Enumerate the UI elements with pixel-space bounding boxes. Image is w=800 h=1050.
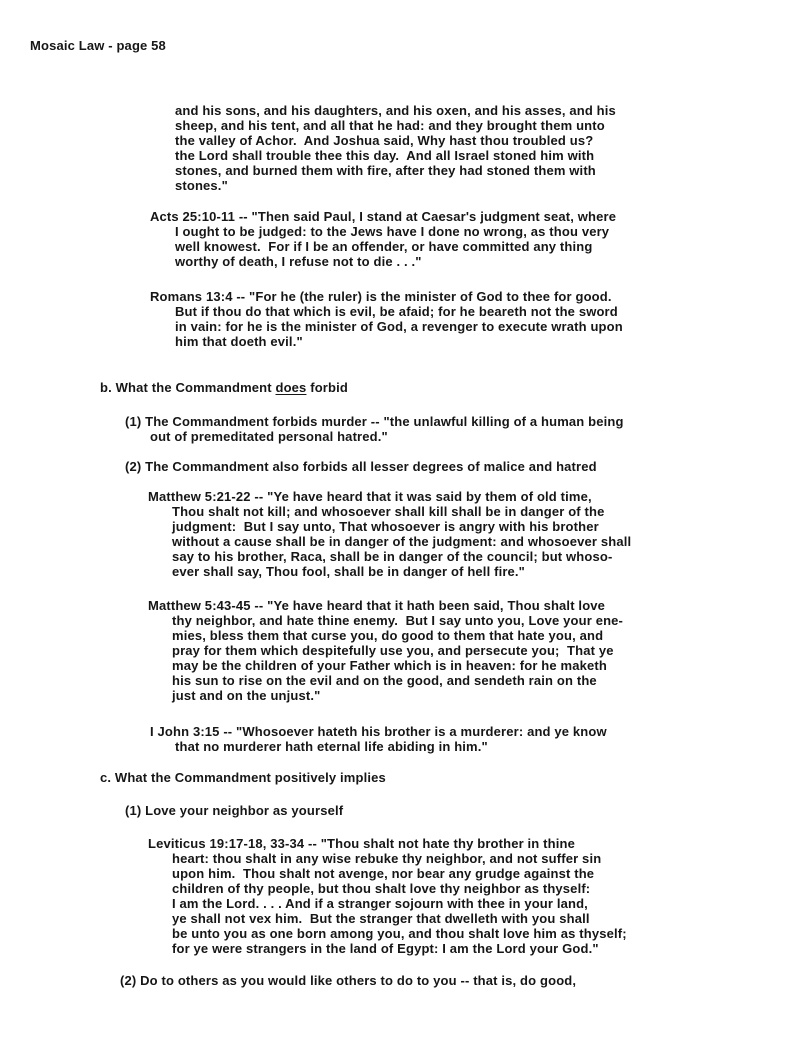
matthew-5-43-line: pray for them which despitefully use you, and persecute you; That ye <box>172 643 614 658</box>
romans-citation-line: in vain: for he is the minister of God, a revenger to execute wrath upon <box>175 319 623 334</box>
section-b-heading <box>100 380 348 395</box>
romans-citation-line: him that doeth evil." <box>175 334 303 349</box>
acts-citation-line: Acts 25:10-11 -- "Then said Paul, I stand at Caesar's judgment seat, where <box>150 209 617 224</box>
point-b1-line: out of premeditated personal hatred." <box>150 429 388 444</box>
leviticus-citation-line: for ye were strangers in the land of Egypt: I am the Lord your God." <box>172 941 599 956</box>
matthew-5-43-line: Matthew 5:43-45 -- "Ye have heard that it hath been said, Thou shalt love <box>148 598 606 613</box>
joshua-quote-line: the Lord shall trouble thee this day. And all Israel stoned him with <box>175 148 595 163</box>
section-b-prefix: b. What the Commandment <box>100 380 276 395</box>
leviticus-citation-line: upon him. Thou shalt not avenge, nor bear any grudge against the <box>172 866 595 881</box>
point-c1-line: (1) Love your neighbor as yourself <box>125 803 344 818</box>
leviticus-citation-line: Leviticus 19:17-18, 33-34 -- "Thou shalt not hate thy brother in thine <box>148 836 575 851</box>
matthew-5-43-line: thy neighbor, and hate thine enemy. But I say unto you, Love your ene- <box>172 613 624 628</box>
leviticus-citation-line: I am the Lord. . . . And if a stranger sojourn with thee in your land, <box>172 896 588 911</box>
matthew-5-21-line: Thou shalt not kill; and whosoever shall kill shall be in danger of the <box>172 504 605 519</box>
matthew-5-21-line: judgment: But I say unto, That whosoever is angry with his brother <box>172 519 599 534</box>
joshua-quote-line: sheep, and his tent, and all that he had: and they brought them unto <box>175 118 605 133</box>
matthew-5-21-line: Matthew 5:21-22 -- "Ye have heard that it was said by them of old time, <box>148 489 592 504</box>
section-c-heading: c. What the Commandment positively implies <box>100 770 386 785</box>
matthew-5-21-line: without a cause shall be in danger of the judgment: and whosoever shall <box>172 534 632 549</box>
matthew-5-21-line: ever shall say, Thou fool, shall be in danger of hell fire." <box>172 564 525 579</box>
john-citation-line: I John 3:15 -- "Whosoever hateth his brother is a murderer: and ye know <box>150 724 607 739</box>
point-b1-line: (1) The Commandment forbids murder -- "the unlawful killing of a human being <box>125 414 624 429</box>
matthew-5-43-line: his sun to rise on the evil and on the good, and sendeth rain on the <box>172 673 597 688</box>
matthew-5-21-line: say to his brother, Raca, shall be in danger of the council; but whoso- <box>172 549 613 564</box>
leviticus-citation-line: children of thy people, but thou shalt love thy neighbor as thyself: <box>172 881 591 896</box>
joshua-quote-line: stones." <box>175 178 228 193</box>
page-header: Mosaic Law - page 58 <box>30 38 166 53</box>
joshua-quote-line: stones, and burned them with fire, after they had stoned them with <box>175 163 596 178</box>
point-c2-line: (2) Do to others as you would like others to do to you -- that is, do good, <box>120 973 577 988</box>
matthew-5-43-line: may be the children of your Father which is in heaven: for he maketh <box>172 658 607 673</box>
leviticus-citation-line: be unto you as one born among you, and thou shalt love him as thyself; <box>172 926 627 941</box>
leviticus-citation-line: heart: thou shalt in any wise rebuke thy neighbor, and not suffer sin <box>172 851 602 866</box>
acts-citation-line: I ought to be judged: to the Jews have I done no wrong, as thou very <box>175 224 610 239</box>
acts-citation-line: well knowest. For if I be an offender, or have committed any thing <box>175 239 593 254</box>
leviticus-citation-line: ye shall not vex him. But the stranger that dwelleth with you shall <box>172 911 590 926</box>
matthew-5-43-line: mies, bless them that curse you, do good to them that hate you, and <box>172 628 604 643</box>
romans-citation-line: Romans 13:4 -- "For he (the ruler) is the minister of God to thee for good. <box>150 289 612 304</box>
section-b-suffix: forbid <box>306 380 348 395</box>
section-b-emphasis: does <box>275 380 307 395</box>
john-citation-line: that no murderer hath eternal life abiding in him." <box>175 739 488 754</box>
matthew-5-43-line: just and on the unjust." <box>172 688 321 703</box>
acts-citation-line: worthy of death, I refuse not to die . . ." <box>175 254 422 269</box>
romans-citation-line: But if thou do that which is evil, be afaid; for he beareth not the sword <box>175 304 618 319</box>
joshua-quote-line: the valley of Achor. And Joshua said, Why hast thou troubled us? <box>175 133 594 148</box>
joshua-quote-line: and his sons, and his daughters, and his oxen, and his asses, and his <box>175 103 616 118</box>
point-b2-line: (2) The Commandment also forbids all lesser degrees of malice and hatred <box>125 459 597 474</box>
